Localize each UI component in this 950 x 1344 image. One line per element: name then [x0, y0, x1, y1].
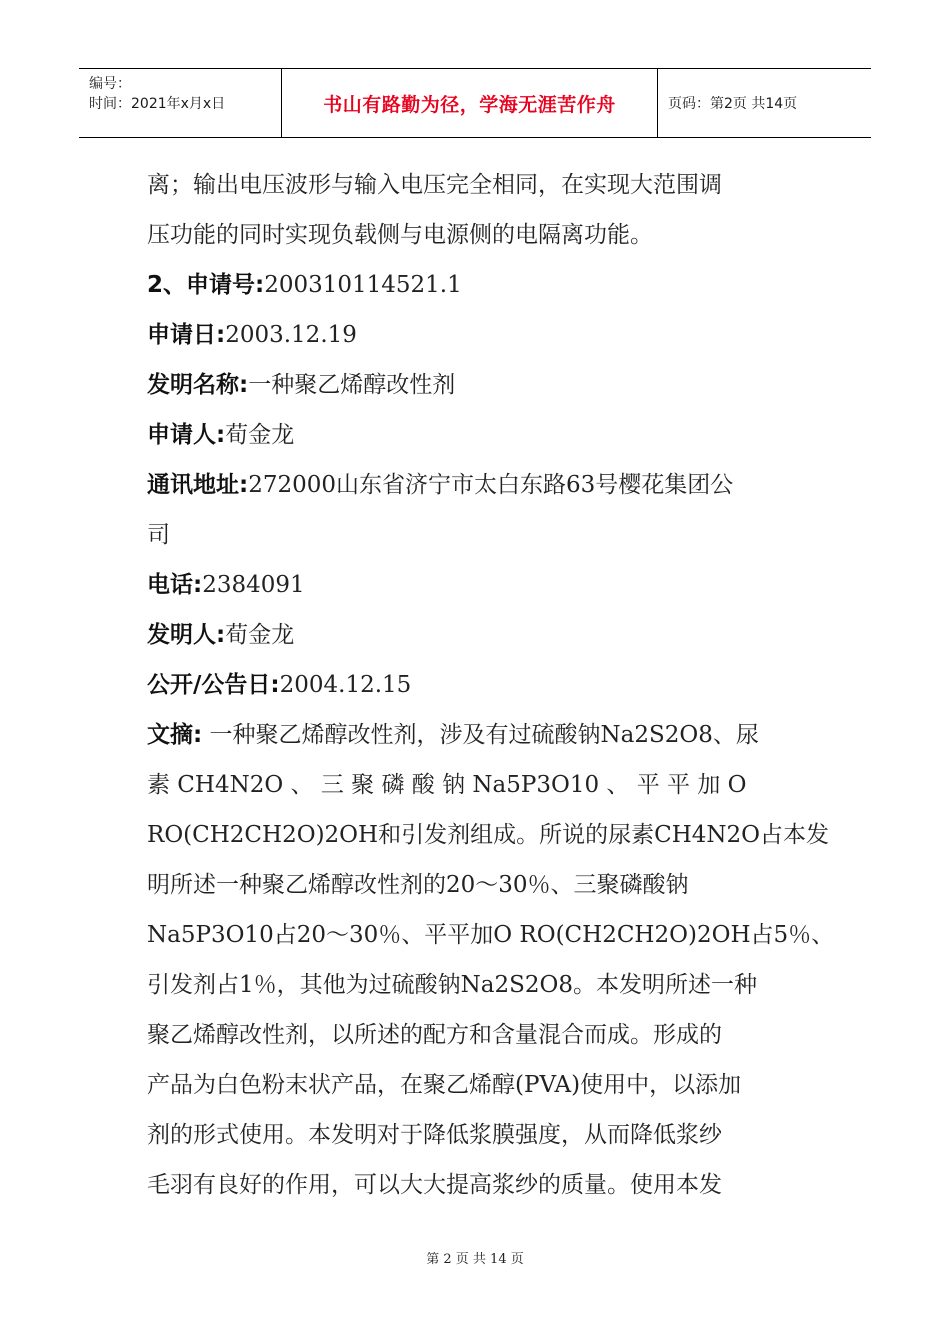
address — [147, 460, 807, 510]
abstract-line: 一种聚乙烯醇改性剂，涉及有过硫酸钠Na2S2O8、尿 — [209, 722, 759, 748]
application-date-value: 2003.12.19 — [225, 322, 357, 348]
abstract-line: 剂的形式使用。本发明对于降低浆膜强度，从而降低浆纱 — [147, 1122, 722, 1148]
invention-title-value: 一种聚乙烯醇改性剂 — [248, 372, 456, 398]
continued-line-1: 离；输出电压波形与输入电压完全相同，在实现大范围调 — [147, 172, 722, 198]
application-number-label: 2、申请号: — [147, 272, 265, 298]
publication-date — [147, 660, 807, 710]
document-body — [147, 160, 835, 1210]
phone-value: 2384091 — [202, 572, 305, 598]
address-value: 272000山东省济宁市太白东路63号樱花集团公 — [248, 472, 734, 498]
abstract-line: 聚乙烯醇改性剂，以所述的配方和含量混合而成。形成的 — [147, 1022, 722, 1048]
inventor-value: 荀金龙 — [225, 622, 295, 648]
application-date-label: 申请日: — [147, 322, 226, 348]
invention-title — [147, 360, 807, 410]
page-footer: 第 2 页 共 14 页 — [426, 1252, 524, 1267]
abstract-line: 素 CH4N2O 、 三 聚 磷 酸 钠 Na5P3O10 、 平 平 加 O — [147, 772, 747, 798]
invention-title-label: 发明名称: — [147, 372, 249, 398]
header-meta-cell — [79, 69, 282, 137]
application-number — [147, 260, 807, 310]
continued-line-2: 压功能的同时实现负载侧与电源侧的电隔离功能。 — [147, 222, 653, 248]
page-label: 页码：第2页 共14页 — [668, 96, 798, 112]
abstract-line: Na5P3O10占20～30％、平平加O RO(CH2CH2O)2OH占5％、 — [147, 922, 835, 948]
applicant — [147, 410, 807, 460]
abstract-line: 引发剂占1％，其他为过硫酸钠Na2S2O8。本发明所述一种 — [147, 972, 757, 998]
date-label: 时间：2021年x月x日 — [89, 96, 226, 112]
address-label: 通讯地址: — [147, 472, 249, 498]
phone — [147, 560, 807, 610]
publication-date-value: 2004.12.15 — [279, 672, 412, 698]
abstract-line: 产品为白色粉末状产品，在聚乙烯醇(PVA)使用中，以添加 — [147, 1072, 742, 1098]
applicant-value: 荀金龙 — [225, 422, 295, 448]
motto-text: 书山有路勤为径，学海无涯苦作舟 — [323, 93, 616, 116]
abstract-line: 毛羽有良好的作用，可以大大提高浆纱的质量。使用本发 — [147, 1172, 722, 1198]
publication-date-label: 公开/公告日: — [147, 672, 280, 698]
application-number-value: 200310114521.1 — [264, 272, 462, 298]
abstract-label: 文摘: — [147, 722, 203, 748]
inventor-label: 发明人: — [147, 622, 226, 648]
abstract-first-line — [147, 710, 807, 760]
page-header — [79, 68, 871, 138]
application-date — [147, 310, 807, 360]
abstract-line: RO(CH2CH2O)2OH和引发剂组成。所说的尿素CH4N2O占本发 — [147, 822, 830, 848]
applicant-label: 申请人: — [147, 422, 226, 448]
phone-label: 电话: — [147, 572, 203, 598]
address-continued: 司 — [147, 522, 170, 548]
abstract-line: 明所述一种聚乙烯醇改性剂的20～30％、三聚磷酸钠 — [147, 872, 689, 898]
inventor — [147, 610, 807, 660]
header-motto-cell — [282, 69, 658, 137]
header-page-cell — [658, 69, 871, 137]
number-label: 编号： — [89, 76, 131, 92]
